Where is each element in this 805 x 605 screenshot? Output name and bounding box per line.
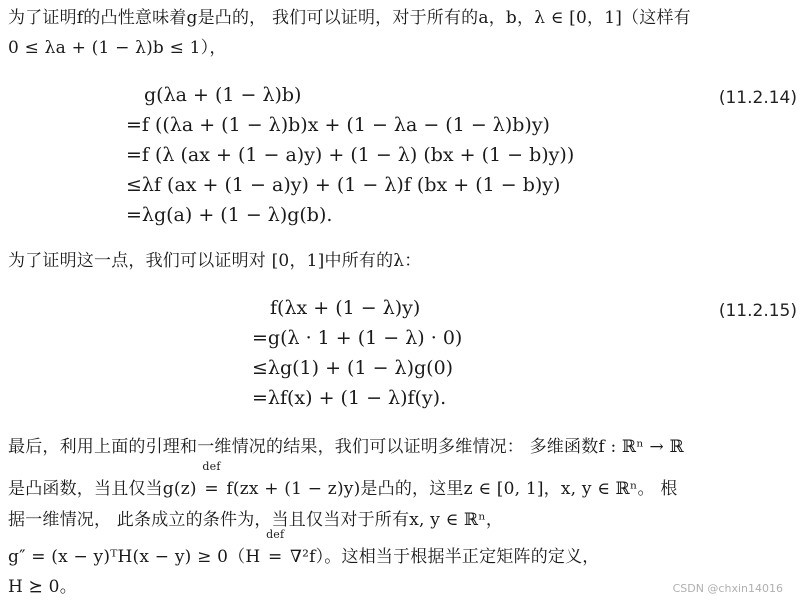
final-line-3: 据一维情况， 此条成立的条件为，当且仅当对于所有x, y ∈ ℝⁿ， [8, 510, 504, 530]
watermark: CSDN @chxin14016 [672, 582, 783, 595]
eq2-line: f(λx + (1 − λ)y) [270, 297, 421, 319]
def-equals [266, 528, 285, 572]
eq2-line: =λf(x) + (1 − λ)f(y). [252, 387, 447, 409]
equation-11-2-14 [126, 80, 574, 230]
equals-sign: = [204, 479, 219, 499]
eq1-line: =f (λ (ax + (1 − a)y) + (1 − λ) (bx + (1 − b)y)) [126, 144, 575, 166]
eq1-line: =λg(a) + (1 − λ)g(b). [126, 204, 333, 226]
eq1-line: =f ((λa + (1 − λ)b)x + (1 − λa − (1 − λ)b)y) [126, 114, 550, 136]
final-line-4-start: g″ = (x − y)ᵀH(x − y) ≥ 0（H [8, 547, 266, 567]
eq2-line: ≤λg(1) + (1 − λ)g(0) [252, 357, 454, 379]
mid-paragraph: 为了证明这一点，我们可以证明对 [0，1]中所有的λ： [8, 251, 422, 271]
final-line-2-start: 是凸函数，当且仅当g(z) [8, 479, 203, 499]
equation-number: (11.2.14) [718, 88, 797, 108]
intro-line-2: 0 ≤ λa + (1 − λ)b ≤ 1）， [8, 38, 227, 58]
eq2-line: =g(λ · 1 + (1 − λ) · 0) [252, 327, 463, 349]
def-equals [202, 460, 221, 504]
final-line-2-end: f(zx + (1 − z)y)是凸的，这里z ∈ [0, 1]，x, y ∈ ℝⁿ。 根 [220, 479, 678, 499]
equals-sign: = [267, 547, 283, 567]
eq1-line: g(λa + (1 − λ)b) [144, 84, 302, 106]
final-line-4-end: ∇²f）。这相当于根据半正定矩阵的定义， [284, 547, 600, 567]
equation-11-2-15 [252, 293, 462, 413]
def-label: def [202, 460, 221, 473]
intro-line-1: 为了证明f的凸性意味着g是凸的， 我们可以证明，对于所有的a，b，λ ∈ [0，1]（这样有 [8, 8, 691, 28]
final-line-4 [8, 528, 800, 572]
equation-number: (11.2.15) [718, 301, 797, 321]
eq1-line: ≤λf (ax + (1 − a)y) + (1 − λ)f (bx + (1 − b)y) [126, 174, 561, 196]
final-line-5: H ⪰ 0。 [8, 577, 77, 597]
final-line-2 [8, 460, 800, 504]
def-label: def [266, 528, 285, 541]
final-line-1: 最后，利用上面的引理和一维情况的结果，我们可以证明多维情况： 多维函数f : ℝⁿ → ℝ [8, 437, 684, 457]
